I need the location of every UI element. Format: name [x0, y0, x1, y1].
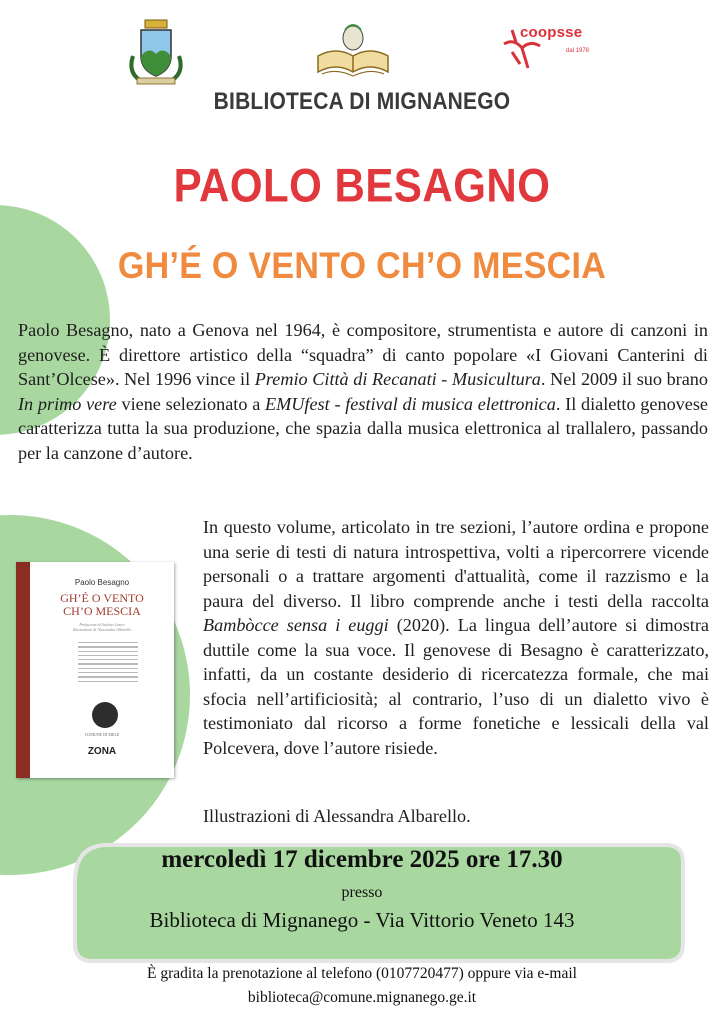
- partner-logo-sub: dal 1978: [566, 48, 590, 54]
- cover-title: GH’É O VENTO CH’O MESCIA: [60, 591, 144, 618]
- book-description: In questo volume, articolato in tre sezioni, l’autore ordina e propone una serie di testi di natura introspettiva, volti a ripercorrere vicende personali o a trattare argomenti d'attualità, come il razzismo e la paura del diverso. Il libro comprende anche i testi della raccolta Bambòcce sensa i euggi (2020). La lingua dell’autore si dimostra duttile come la sua voce. Il genovese di Besagno è caratterizzato, infatti, da un costante desiderio di ricercatezza formale, che mai sfocia nell’artificiosità; al contrario, l’uso di un dialetto vivo è testimoniato dal ricorso a forme fonetiche e lessicali della val Polcevera, dove l’autore risiede.: [203, 517, 709, 758]
- cover-emblem-icon: [92, 702, 118, 728]
- event-presso: presso: [341, 884, 383, 901]
- song-title: In primo vere: [18, 393, 117, 414]
- event-place: Biblioteca di Mignanego - Via Vittorio Veneto 143: [149, 908, 575, 932]
- event-date: mercoledì 17 dicembre 2025 ore 17.30: [161, 846, 563, 873]
- cover-author: Paolo Besagno: [74, 578, 130, 587]
- library-title: BIBLIOTECA DI MIGNANEGO: [213, 88, 511, 115]
- booking-info: [0, 962, 724, 1010]
- book-cover-image: [16, 562, 174, 778]
- booking-email: biblioteca@comune.mignanego.ge.it: [247, 989, 477, 1006]
- author-name: PAOLO BESAGNO: [173, 159, 551, 212]
- book-spine: [16, 562, 30, 778]
- collection-title: Bambòcce sensa i euggi: [203, 615, 389, 635]
- cover-publisher: COMUNE DI MELE: [84, 732, 120, 737]
- partner-logo-text: coopsse: [520, 24, 583, 41]
- cover-credits: Prefazione di Stefano Lusito Illustrazioni di Alessandra Albarello: [72, 622, 132, 632]
- author-bio: Paolo Besagno, nato a Genova nel 1964, è compositore, strumentista e autore di canzoni in genovese. È direttore artistico della “squadra” di canto popolare «I Giovani Canterini di Sant’Olcese». Nel 1996 vince il Premio Città di Recanati - Musicultura. Nel 2009 il suo brano In primo vere viene selezionato a EMUfest - festival di musica elettronica. Il dialetto genovese caratterizza tutta la sua produzione, che spazia dalla musica elettronica al trallalero, passando per la canzone d’autore.: [18, 320, 708, 463]
- cover-text-lines: [78, 642, 138, 685]
- prize-name: Premio Città di Recanati - Musicultura: [254, 369, 541, 389]
- illustrations-credit: Illustrazioni di Alessandra Albarello.: [203, 806, 471, 826]
- book-title: GH’É O VENTO CH’O MESCIA: [117, 245, 607, 287]
- library-emblem-icon: [312, 16, 394, 82]
- municipality-crest-icon: [125, 16, 187, 88]
- booking-phone: È gradita la prenotazione al telefono (0107720477) oppure via e-mail: [147, 965, 577, 982]
- cover-imprint: ZONA: [87, 746, 117, 757]
- festival-name: EMUfest - festival di musica elettronica: [265, 393, 556, 414]
